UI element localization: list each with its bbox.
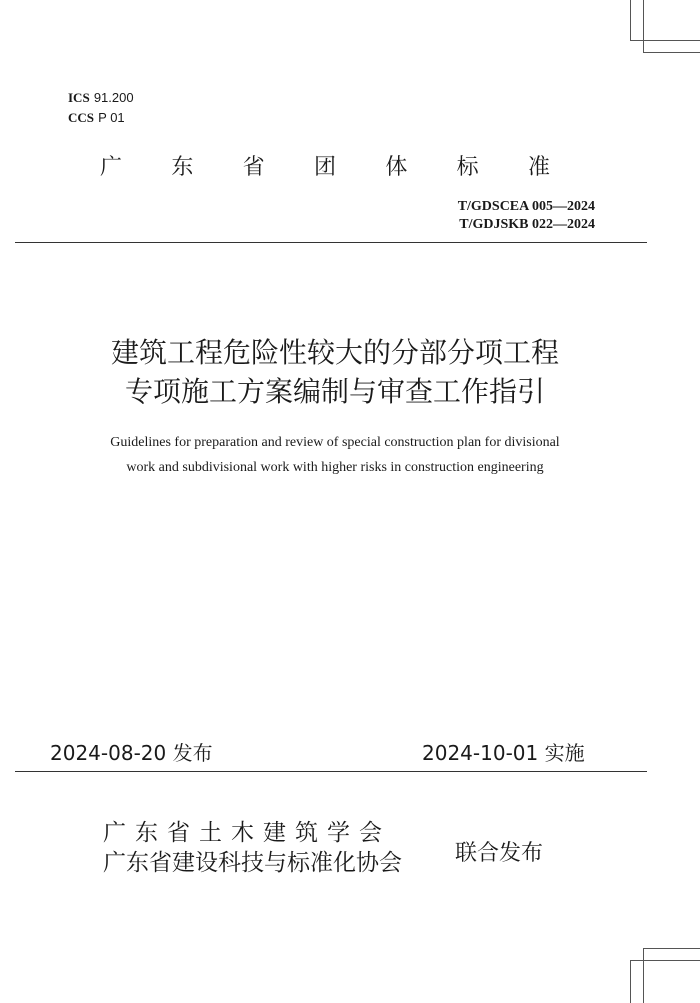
title-english bbox=[0, 430, 670, 480]
crop-mark-top-right-h bbox=[643, 52, 700, 53]
ccs-code bbox=[68, 108, 134, 128]
footer-divider bbox=[15, 771, 647, 772]
title-en-line: Guidelines for preparation and review of special construction plan for divisional bbox=[110, 435, 560, 450]
title-cn-line: 专项施工方案编制与审查工作指引 bbox=[124, 375, 545, 408]
header-divider bbox=[15, 242, 647, 243]
joint-release-label: 联合发布 bbox=[455, 841, 544, 866]
publishing-organizations bbox=[103, 818, 402, 878]
ccs-value: P 01 bbox=[98, 110, 125, 125]
category-char: 东 bbox=[171, 155, 194, 180]
ics-code bbox=[68, 88, 134, 108]
implement-date: 2024-10-01 实施 bbox=[422, 741, 585, 765]
category-char: 标 bbox=[456, 155, 479, 180]
crop-mark-bottom-right-h bbox=[643, 948, 700, 949]
category-char: 团 bbox=[313, 155, 336, 180]
crop-mark-top-right-h2 bbox=[630, 40, 700, 41]
standard-category bbox=[100, 150, 550, 181]
organization-name: 广东省土木建筑学会 bbox=[103, 820, 391, 846]
release-date: 2024-08-20 发布 bbox=[50, 741, 213, 765]
ics-value: 91.200 bbox=[93, 90, 134, 105]
crop-mark-top-right-v2 bbox=[630, 0, 631, 40]
ics-label: ICS bbox=[68, 90, 90, 105]
ccs-label: CCS bbox=[68, 110, 95, 125]
title-cn-line: 建筑工程危险性较大的分部分项工程 bbox=[110, 336, 559, 369]
organization-name: 广东省建设科技与标准化协会 bbox=[103, 850, 402, 876]
classification-codes bbox=[68, 88, 134, 128]
crop-mark-bottom-right-v bbox=[643, 948, 644, 1003]
title-en-line: work and subdivisional work with higher risks in construction engineering bbox=[126, 460, 544, 475]
crop-mark-bottom-right-v2 bbox=[630, 960, 631, 1003]
title-chinese bbox=[0, 333, 670, 411]
crop-mark-bottom-right-h2 bbox=[630, 960, 700, 961]
category-char: 准 bbox=[527, 155, 550, 180]
standard-numbers bbox=[458, 198, 595, 234]
standard-number: T/GDSCEA 005—2024 bbox=[457, 199, 595, 214]
category-char: 体 bbox=[385, 155, 408, 180]
category-char: 省 bbox=[242, 155, 265, 180]
category-char: 广 bbox=[100, 155, 123, 180]
crop-mark-top-right-v bbox=[643, 0, 644, 52]
standard-number: T/GDJSKB 022—2024 bbox=[459, 217, 595, 232]
